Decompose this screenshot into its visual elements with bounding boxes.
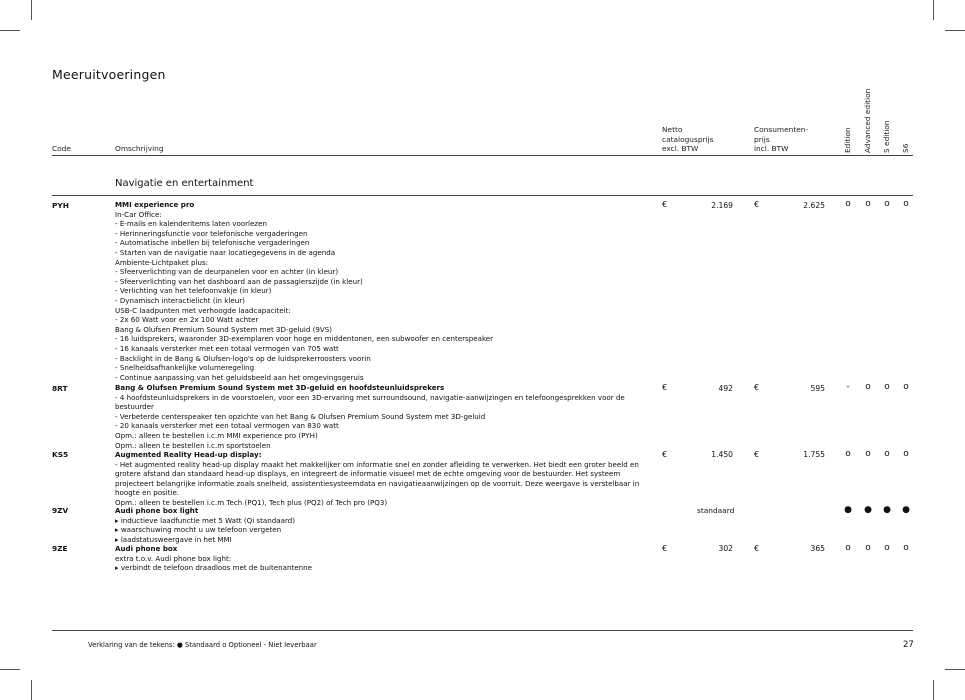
header-s6: S6 [901,143,910,153]
consumer-price: 2.625 [803,201,825,210]
euro-sign: € [754,383,760,392]
availability-s-edition: ● [883,505,891,515]
crop-mark [31,680,32,700]
crop-mark [933,0,934,20]
availability-edition: - [846,382,850,392]
option-title: Augmented Reality Head-up display: [115,450,262,459]
euro-sign: € [754,450,760,459]
euro-sign: € [754,200,760,209]
option-title: Audi phone box [115,544,178,553]
header-s-edition: S edition [882,120,891,153]
availability-advanced-edition: ● [864,505,872,515]
crop-mark [945,669,965,670]
page-title: Meeruitvoeringen [52,67,166,82]
option-description: Augmented Reality Head-up display: - Het augmented reality head-up display maakt het makkelijker om informatie snel en zonder afleiding te verwerken. Het biedt een groter beeld en grotere afstand dan standaard head-up displays, en integreert de informatie visueel met de echte omgeving voor de bestuurder. Het systeem projecteert belangrijke informatie zoals snelheid, assistentiesysteemdata en navigatieaanwijzingen op de voorruit. Deze weergave is verstelbaar in hoogte en positie. Opm.: alleen te bestellen i.c.m Tech (PQ1), Tech plus (PQ2) of Tech pro (PQ3) [115,450,640,507]
availability-s6: o [903,382,909,392]
header-edition: Edition [843,127,852,153]
header-consumer-price: Consumenten- prijs incl. BTW [754,125,809,153]
availability-s-edition: o [884,449,890,459]
availability-s-edition: o [884,382,890,392]
footer-rule [52,630,913,631]
net-price: 1.450 [711,450,733,459]
availability-s6: ● [902,505,910,515]
consumer-price: 595 [810,384,825,393]
crop-mark [31,0,32,20]
availability-advanced-edition: o [865,449,871,459]
crop-mark [0,669,20,670]
option-description: Audi phone box light ▸ inductieve laadfunctie met 5 Watt (Qi standaard) ▸ waarschuwing mocht u uw telefoon vergeten ▸ laadstatusweergave in het MMI [115,506,640,544]
option-description: Audi phone box extra t.o.v. Audi phone box light: ▸ verbindt de telefoon draadloos met de buitenantenne [115,544,640,573]
consumer-price: 1.755 [803,450,825,459]
availability-edition: o [845,449,851,459]
crop-mark [945,30,965,31]
crop-mark [933,680,934,700]
net-price: 492 [718,384,733,393]
euro-sign: € [662,544,668,553]
legend: Verklaring van de tekens: ● Standaard o Optioneel - Niet leverbaar [88,641,317,649]
availability-s6: o [903,449,909,459]
consumer-price: 365 [810,544,825,553]
euro-sign: € [662,200,668,209]
availability-advanced-edition: o [865,199,871,209]
header-rule [52,155,913,156]
crop-mark [0,30,20,31]
option-title: Bang & Olufsen Premium Sound System met 3D-geluid en hoofdsteunluidsprekers [115,383,445,392]
euro-sign: € [662,450,668,459]
option-title: MMI experience pro [115,200,195,209]
option-code: 8RT [52,384,68,393]
net-price: 302 [718,544,733,553]
header-code: Code [52,144,71,153]
availability-s-edition: o [884,199,890,209]
option-code: KS5 [52,450,69,459]
section-heading: Navigatie en entertainment [115,178,254,189]
option-code: 9ZE [52,544,68,553]
euro-sign: € [662,383,668,392]
section-rule [52,195,913,196]
availability-s6: o [903,199,909,209]
net-price: 2.169 [711,201,733,210]
option-code: PYH [52,201,69,210]
header-advanced-edition: Advanced edition [863,88,872,153]
option-title: Audi phone box light [115,506,199,515]
availability-edition: o [845,543,851,553]
availability-advanced-edition: o [865,543,871,553]
header-net-price: Netto catalogusprijs excl. BTW [662,125,714,153]
option-description: Bang & Olufsen Premium Sound System met 3D-geluid en hoofdsteunluidsprekers - 4 hoofdsteunluidsprekers in de voorstoelen, voor een 3D-ervaring met surroundsound, navigatie-aanwijzingen en telefoongesprekken voor de bestuurder - Verbeterde centerspeaker ten opzichte van het Bang & Olufsen Premium Sound System met 3D-geluid - 20 kanaals versterker met een totaal vermogen van 830 watt Opm.: alleen te bestellen i.c.m MMI experience pro (PYH) Opm.: alleen te bestellen i.c.m sportstoelen [115,383,640,450]
standard-label: standaard [697,506,735,515]
euro-sign: € [754,544,760,553]
availability-advanced-edition: o [865,382,871,392]
availability-s6: o [903,543,909,553]
header-description: Omschrijving [115,144,164,153]
page-number: 27 [903,640,914,650]
availability-edition: ● [844,505,852,515]
availability-edition: o [845,199,851,209]
option-description: MMI experience pro In-Car Office: - E-mails en kalenderitems laten voorlezen - Herinneringsfunctie voor telefonische vergaderingen - Automatische inbellen bij telefonische vergaderingen - Starten van de navigatie naar locatiegegevens in de agenda Ambiente-Lichtpaket plus: - Sfeerverlichting van de deurpanelen voor en achter (in kleur) - Sfeerverlichting van het dashboard aan de passagierszijde (in kleur) - Verlichting van het telefoonvakje (in kleur) - Dynamisch interactielicht (in kleur) USB-C laadpunten met verhoogde laadcapaciteit: - 2x 60 Watt voor en 2x 100 Watt achter Bang & Olufsen Premium Sound System met 3D-geluid (9VS) - 16 luidsprekers, waaronder 3D-exemplaren voor hoge en middentonen, een subwoofer en centerspeaker - 16 kanaals versterker met een totaal vermogen van 705 watt - Backlight in de Bang & Olufsen-logo's op de luidsprekerroosters voorin - Snelheidsafhankelijke volumeregeling - Continue aanpassing van het geluidsbeeld aan het omgevingsgeruis [115,200,640,382]
option-code: 9ZV [52,506,69,515]
availability-s-edition: o [884,543,890,553]
